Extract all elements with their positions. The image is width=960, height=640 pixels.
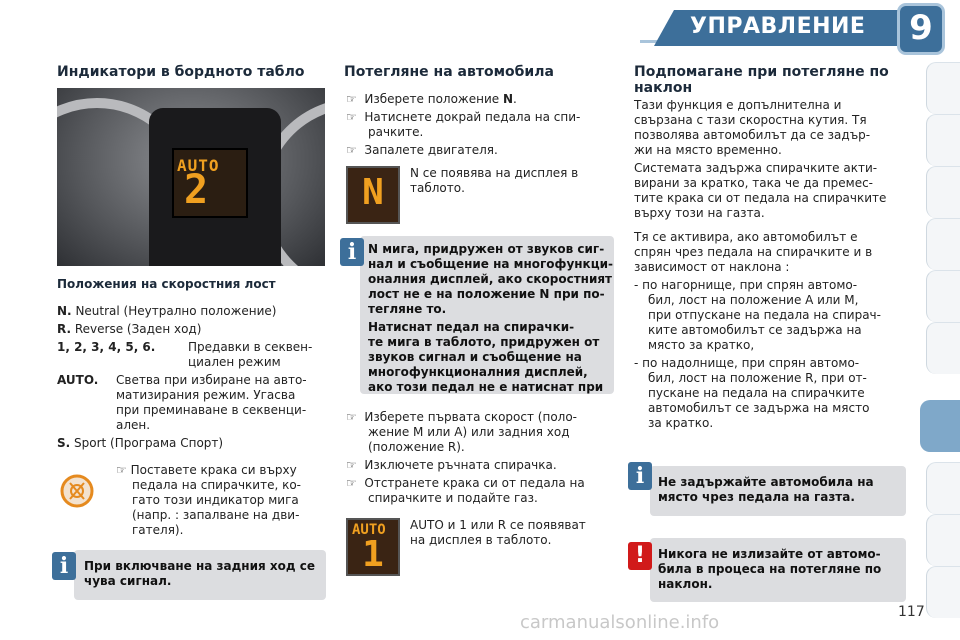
info-note-line: ако този педал не е натиснат при <box>368 380 604 394</box>
step-text: Отстранете крака си от педала на <box>364 476 585 490</box>
n-display-glyph: N <box>362 172 384 213</box>
item-key: S. <box>57 436 71 450</box>
para1-line: свързана с тази скоростна кутия. Тя <box>634 113 867 127</box>
info-note-line: те мига в таблото, придружен от <box>368 335 600 349</box>
step-text: Запалете двигателя. <box>364 143 498 157</box>
side-tab[interactable] <box>926 114 960 166</box>
col1-title: Индикатори в бордното табло <box>57 64 305 80</box>
warning-note-line: Никога не излизайте от автомо- <box>658 547 881 561</box>
list-line: бил, лост на положение A или M, <box>648 293 859 307</box>
step-text: Изключете ръчната спирачка. <box>364 458 557 472</box>
para3-line: зависимост от наклона : <box>634 260 790 274</box>
list-line: бил, лост на положение R, при от- <box>648 371 867 385</box>
para1-line: жи на място временно. <box>634 143 782 157</box>
info-note-line: Не задържайте автомобила на <box>658 475 874 489</box>
warning-note-exit <box>650 538 906 602</box>
info-note-accelerator <box>650 466 906 516</box>
info-note-line: Натиснат педал на спирачки- <box>368 320 575 334</box>
brake-warning-icon <box>60 474 94 508</box>
item-text: Neutral (Неутрално положение) <box>75 304 277 318</box>
side-tab[interactable] <box>926 218 960 270</box>
side-tabs <box>926 62 960 622</box>
item-key: AUTO. <box>57 373 99 387</box>
info-note-line: тегляне то. <box>368 302 447 316</box>
step-key: N <box>502 92 513 106</box>
item-r <box>57 322 201 337</box>
item-n <box>57 304 276 319</box>
side-tab[interactable] <box>926 166 960 218</box>
brake-note-line: гателя). <box>132 523 184 537</box>
item-gears <box>57 340 155 355</box>
side-tab[interactable] <box>926 462 960 514</box>
step-text-cont: спирачките и подайте газ. <box>368 491 538 505</box>
list-line: ките автомобилът се задържа на <box>648 323 862 337</box>
info-note-line: N мига, придружен от звуков сиг- <box>368 242 605 256</box>
step-accelerate: ☞ Отстранете крака си от педала на <box>346 476 585 490</box>
side-tab[interactable] <box>926 322 960 374</box>
para2-line: вирани за кратко, така че да премес- <box>634 176 873 190</box>
info-note-line: оналния дисплей, ако скоростният <box>368 272 613 286</box>
step-start-engine: ☞ Запалете двигателя. <box>346 143 498 157</box>
display-auto-text: AUTO <box>177 156 220 175</box>
side-tab[interactable] <box>926 62 960 114</box>
brake-note-text: Поставете крака си върху <box>130 463 297 477</box>
side-tab-active[interactable] <box>920 400 960 452</box>
watermark: carmanualsonline.info <box>520 612 720 633</box>
brake-note-line: педала на спирачките, ко- <box>132 478 302 492</box>
brake-note-line: (напр. : запалване на дви- <box>132 508 300 522</box>
info-icon: i <box>628 462 652 490</box>
item-text: Sport (Програма Спорт) <box>74 436 224 450</box>
positions-title: Положения на скоростния лост <box>57 277 276 291</box>
step-press-brake: ☞ Натиснете докрай педала на спи- <box>346 110 581 124</box>
info-note-line: При включване на задния ход се <box>84 559 315 573</box>
step-text: . <box>513 92 517 106</box>
list-line: - по нагорнище, при спрян автомо- <box>634 278 858 292</box>
item-auto <box>57 373 98 388</box>
para2-line: тите крака си от педала на спирачките <box>634 191 887 205</box>
step-text: Натиснете докрай педала на спи- <box>364 110 581 124</box>
info-note-line: звуков сигнал и съобщение на <box>368 350 582 364</box>
para3-line: Тя се активира, ако автомобилът е <box>634 230 858 244</box>
col2-title: Потегляне на автомобила <box>344 64 554 80</box>
para1-line: позволява автомобилът да се задър- <box>634 128 871 142</box>
para1-line: Тази функция е допълнителна и <box>634 98 842 112</box>
para2-line: върху този на газта. <box>634 206 765 220</box>
step-release-handbrake: ☞ Изключете ръчната спирачка. <box>346 458 557 472</box>
step-text-cont: (положение R). <box>368 440 465 454</box>
info-note-line: нал и съобщение на многофункци- <box>368 257 613 271</box>
info-note-line: лост не е на положение N при по- <box>368 287 605 301</box>
auto-display-gear: 1 <box>362 534 384 575</box>
warning-note-line: наклон. <box>658 577 713 591</box>
auto-text-line: на дисплея в таблото. <box>410 533 552 547</box>
brake-note-line: гато този индикатор мига <box>132 493 299 507</box>
list-line: място за кратко, <box>648 338 755 352</box>
warning-icon: ! <box>628 542 652 570</box>
item-gears-text-1: Предавки в секвен- <box>188 340 313 354</box>
item-auto-line: при преминаване в секвенци- <box>116 403 307 417</box>
info-note-line: многофункционалния дисплей, <box>368 365 588 379</box>
item-auto-line: матизирания режим. Угасва <box>116 388 296 402</box>
list-line: за кратко. <box>648 416 714 430</box>
item-s <box>57 436 223 451</box>
list-line: пускане на педала на спирачките <box>648 386 865 400</box>
info-icon: i <box>52 552 76 580</box>
info-note-start <box>360 236 614 394</box>
item-gears-text-2: циален режим <box>188 355 281 369</box>
item-auto-line: ален. <box>116 418 151 432</box>
side-tab[interactable] <box>926 514 960 566</box>
item-key: N. <box>57 304 72 318</box>
warning-note-line: била в процеса на потегляне по <box>658 562 882 576</box>
list-line: - по надолнище, при спрян автомо- <box>634 356 860 370</box>
n-text-line: N се появява на дисплея в <box>410 166 579 180</box>
list-line: автомобилът се задържа на място <box>648 401 870 415</box>
brake-note-line: ☞ Поставете крака си върху <box>116 463 297 477</box>
item-auto-line: Светва при избиране на авто- <box>116 373 307 387</box>
dashboard-photo <box>57 88 325 266</box>
item-key: R. <box>57 322 72 336</box>
side-tab[interactable] <box>926 270 960 322</box>
display-gear-number: 2 <box>184 167 209 213</box>
para2-line: Системата задържа спирачките акти- <box>634 161 878 175</box>
info-note-line: място чрез педала на газта. <box>658 490 855 504</box>
item-text: Reverse (Заден ход) <box>74 322 202 336</box>
side-tab[interactable] <box>926 566 960 618</box>
step-text-cont: жение M или A) или задния ход <box>368 425 570 439</box>
info-icon: i <box>340 238 364 266</box>
para3-line: спрян чрез педала на спирачките и в <box>634 245 873 259</box>
step-select-n: ☞ Изберете положение N. <box>346 92 517 106</box>
info-note-reverse <box>74 550 326 600</box>
auto-text-line: AUTO и 1 или R се появяват <box>410 518 586 532</box>
chapter-number: 9 <box>909 8 933 48</box>
info-note-line: чува сигнал. <box>84 574 172 588</box>
list-line: при отпускане на педала на спирач- <box>648 308 881 322</box>
page-number: 117 <box>898 604 925 620</box>
col3-title-line: наклон <box>634 80 693 96</box>
col3-title-line: Подпомагане при потегляне по <box>634 64 889 80</box>
step-text-cont: рачките. <box>368 125 424 139</box>
auto-display-text: AUTO <box>352 522 386 538</box>
step-text: Изберете първата скорост (поло- <box>364 410 578 424</box>
n-text-line: таблото. <box>410 181 465 195</box>
item-key: 1, 2, 3, 4, 5, 6. <box>57 340 156 354</box>
step-select-gear: ☞ Изберете първата скорост (поло- <box>346 410 578 424</box>
chapter-title: УПРАВЛЕНИЕ <box>690 14 866 39</box>
step-text: Изберете положение <box>364 92 503 106</box>
